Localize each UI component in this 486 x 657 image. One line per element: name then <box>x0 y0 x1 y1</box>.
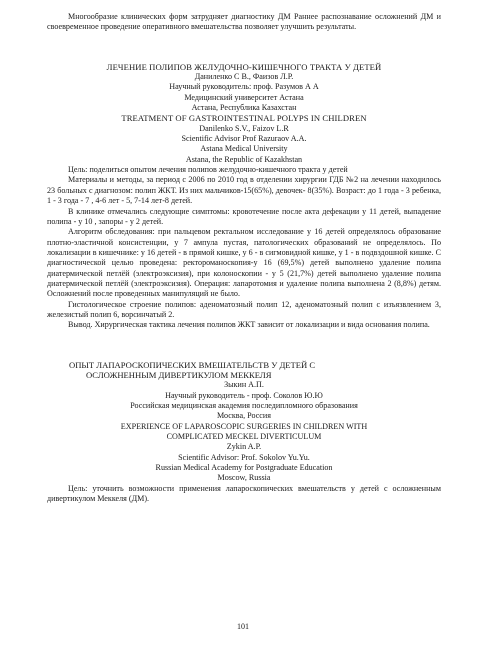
article2-institution-en: Russian Medical Academy for Postgraduate Education <box>155 463 333 473</box>
article1-paragraph: Гистологическое строение полипов: аденоматозный полип 12, аденоматозный полип с изъязвлением 3, железистый полип 6, ворсинчатый 2. <box>47 299 441 319</box>
article-polyps <box>47 62 441 331</box>
article2-supervisor-en: Scientific Advisor: Prof. Sokolov Yu.Yu. <box>178 452 310 462</box>
section-gap <box>47 331 441 360</box>
article2-authors-ru: Зыкин А.П. <box>224 380 264 390</box>
article-meckel <box>47 360 441 505</box>
intro-paragraph: Многообразие клинических форм затрудняет диагностику ДМ Раннее распознавание осложнений ДМ и своевременное проведение оперативного вмешательства позволяет улучшить результаты. <box>47 12 441 32</box>
page-number: 101 <box>237 622 249 631</box>
article2-supervisor-ru: Научный руководитель - проф. Соколов Ю.Ю <box>165 390 323 400</box>
article1-location-en: Astana, the Republic of Kazakhstan <box>185 154 303 164</box>
section-gap <box>47 33 441 62</box>
article1-authors-en: Danilenko S.V., Faizov L.R <box>199 123 289 133</box>
article2-title-ru-line1: ОПЫТ ЛАПАРОСКОПИЧЕСКИХ ВМЕШАТЕЛЬСТВ У ДЕТЕЙ С <box>69 359 316 370</box>
article2-title-en-line2: COMPLICATED MECKEL DIVERTICULUM <box>166 432 322 442</box>
article2-location-ru: Москва, Россия <box>217 411 271 421</box>
article1-title-en: TREATMENT OF GASTROINTESTINAL POLYPS IN CHILDREN <box>121 113 367 124</box>
article1-goal: Цель: поделиться опытом лечения полипов желудочно-кишечного тракта у детей <box>68 165 348 175</box>
article1-supervisor-ru: Научный руководитель: проф. Разумов А А <box>169 82 319 92</box>
article1-location-ru: Астана, Республика Казахстан <box>191 103 297 113</box>
article2-goal: Цель: уточнить возможности применения лапароскопических вмешательств у детей с осложненным дивертикулом Меккеля (ДМ). <box>47 483 441 504</box>
article1-institution-en: Astana Medical University <box>200 144 288 154</box>
article1-paragraph: Материалы и методы, за период с 2006 по 2010 год в отделении хирургии ГДБ №2 на лечении находилось 23 больных с диагнозом: полип ЖКТ. Из них мальчиков-15(65%), девочек- 8(35%). Возраст: до 1 года - 3 ребенка, 1 - 3 года - 7 , 4-6 лет - 5, 7-14 лет-8 детей. <box>47 175 441 206</box>
article1-paragraph: Алгоритм обследования: при пальцевом ректальном исследование у 16 детей определялось образование плотно-эластичной консистенции, у 7 ампула пустая, патологических образований не определялось. По локализации в кишечнике: у 16 детей - в прямой кишке, у 6 - в сигмовидной кишке, у 1 - в подвздошной кишке. С диагностической целью проведена: ректороманоскопия-у 16 (69,5%) детей выполнено удаление полипа диатермической петлёй (электроэксизия), при колоноскопии - у 5 (21,7%) детей выполнено удаление полипа диатермической петлёй (электроэксизия). Операция: лапаротомия и удаление полипа выполнена 2 (8,8%) детям. Осложнений после проведенных манипуляций не было. <box>47 227 441 299</box>
article2-title-en-line1: EXPERIENCE OF LAPAROSCOPIC SURGERIES IN CHILDREN WITH <box>120 421 368 431</box>
article1-supervisor-en: Scientific Advisor Prof Razuraov A.A. <box>181 134 307 144</box>
article2-location-en: Moscow, Russia <box>217 473 271 483</box>
article2-title-ru-line2: ОСЛОЖНЕННЫМ ДИВЕРТИКУЛОМ МЕККЕЛЯ <box>86 369 272 380</box>
article1-authors-ru: Даниленко С В., Фаизов Л.Р. <box>194 72 294 82</box>
article1-paragraph: Вывод. Хирургическая тактика лечения полипов ЖКТ зависит от локализации и вида основания полипа. <box>68 320 430 330</box>
page-content <box>47 12 441 504</box>
article1-paragraph: В клинике отмечались следующие симптомы: кровотечение после акта дефекации у 11 детей, выпадение полипа - у 10 , запоры - у 2 детей. <box>47 206 441 226</box>
article2-authors-en: Zykin A.P. <box>226 442 262 452</box>
article1-title-ru: ЛЕЧЕНИЕ ПОЛИПОВ ЖЕЛУДОЧНО-КИШЕЧНОГО ТРАКТА У ДЕТЕЙ <box>106 61 382 72</box>
article2-institution-ru: Российская медицинская академия последипломного образования <box>130 401 358 410</box>
article1-institution-ru: Медицинский университет Астана <box>184 92 304 102</box>
